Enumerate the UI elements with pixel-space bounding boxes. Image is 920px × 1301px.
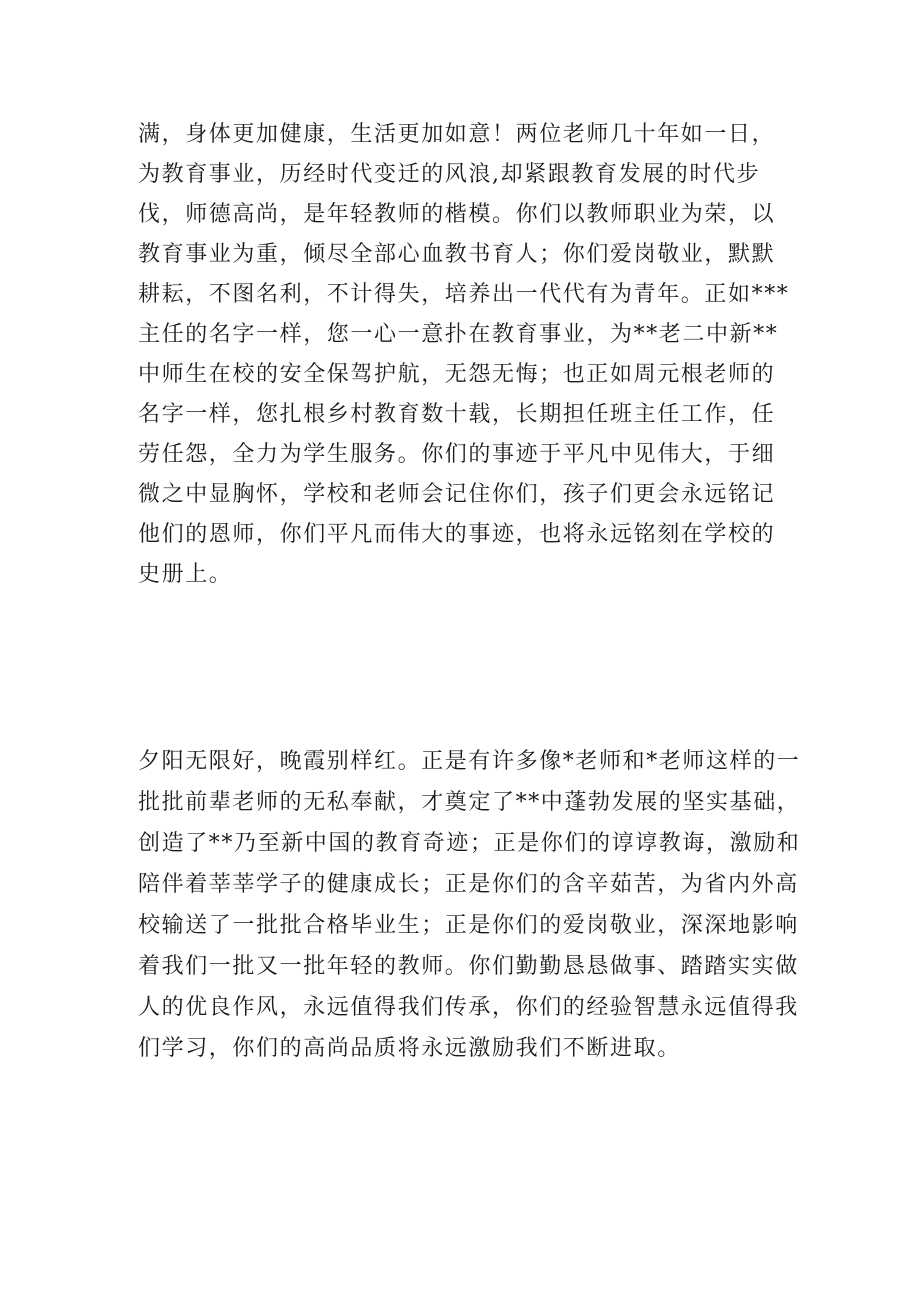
paragraph-1 (138, 115, 798, 595)
text-line: 主任的名字一样，您一心一意扑在教育事业，为**老二中新** (138, 322, 779, 347)
text-line: 陪伴着莘莘学子的健康成长；正是你们的含辛茹苦，为省内外高 (138, 872, 799, 897)
text-line: 劳任怨，全力为学生服务。你们的事迹于平凡中见伟大，于细 (138, 442, 776, 467)
text-line: 们学习，你们的高尚品质将永远激励我们不断进取。 (138, 1036, 681, 1061)
text-line: 人的优良作风，永远值得我们传承，你们的经验智慧永远值得我 (138, 995, 799, 1020)
paragraph-2 (138, 741, 801, 1069)
text-line: 伐，师德高尚，是年轻教师的楷模。你们以教师职业为荣，以 (138, 202, 776, 227)
text-line: 耕耘，不图名利，不计得失，培养出一代代有为青年。正如*** (138, 282, 790, 307)
text-line: 满，身体更加健康，生活更加如意！两位老师几十年如一日， (138, 122, 776, 147)
text-line: 创造了**乃至新中国的教育奇迹；正是你们的谆谆教诲，激励和 (138, 831, 801, 856)
text-line: 他们的恩师，你们平凡而伟大的事迹，也将永远铭刻在学校的 (138, 522, 776, 547)
text-line: 教育事业为重，倾尽全部心血教书育人；你们爱岗敬业，默默 (138, 242, 776, 267)
text-line: 校输送了一批批合格毕业生；正是你们的爱岗敬业，深深地影响 (138, 913, 799, 938)
text-line: 夕阳无限好，晚霞别样红。正是有许多像*老师和*老师这样的一 (138, 749, 801, 774)
text-line: 史册上。 (138, 562, 233, 587)
text-line: 着我们一批又一批年轻的教师。你们勤勤恳恳做事、踏踏实实做 (138, 954, 799, 979)
text-line: 批批前辈老师的无私奉献，才奠定了**中蓬勃发展的坚实基础， (138, 790, 801, 815)
text-line: 微之中显胸怀，学校和老师会记住你们，孩子们更会永远铭记 (138, 482, 776, 507)
text-line: 名字一样，您扎根乡村教育数十载，长期担任班主任工作，任 (138, 402, 776, 427)
text-line: 为教育事业，历经时代变迁的风浪,却紧跟教育发展的时代步 (138, 162, 761, 187)
text-line: 中师生在校的安全保驾护航，无怨无悔；也正如周元根老师的 (138, 362, 776, 387)
